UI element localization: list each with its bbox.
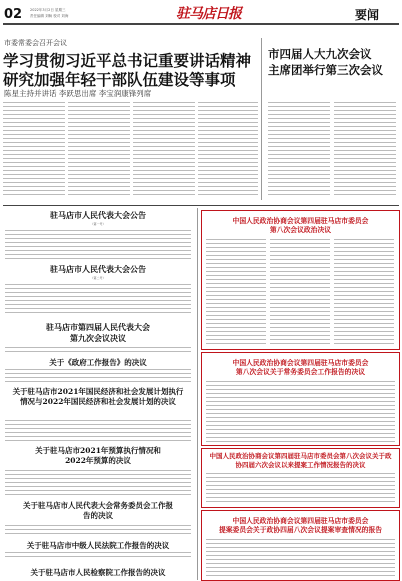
announcement-1-title: 驻马店市人民代表大会公告 <box>50 210 146 220</box>
resolution-budget: 关于驻马店市2021年预算执行情况和2022年预算的决议 <box>35 446 161 465</box>
masthead <box>0 0 402 34</box>
announcement-1 <box>3 210 193 262</box>
date-line: 2022年3月2日 星期三 <box>30 8 66 12</box>
lead-body-col-3 <box>133 102 195 198</box>
cppcc-resolution-col-2 <box>270 239 330 347</box>
cppcc-standing-title-2: 第八次会议关于常务委员会工作报告的决议 <box>235 368 366 376</box>
npc-session-article <box>266 38 400 200</box>
lead-body-col-1 <box>3 102 65 198</box>
resolution-procuratorate: 关于驻马店市人民检察院工作报告的决议 <box>30 568 166 577</box>
resolution-gov-report-body <box>5 369 191 385</box>
resolution-gov-report: 关于《政府工作报告》的决议 <box>49 358 147 367</box>
npc-body-col-2 <box>334 102 396 198</box>
lead-body-col-4 <box>198 102 258 198</box>
npc-resolution <box>3 322 193 580</box>
cppcc-review-title-1: 中国人民政治协商会议第四届驻马店市委员会 <box>232 517 369 525</box>
npc-resolution-title-2: 第九次会议决议 <box>70 333 126 343</box>
npc-title-1: 市四届人大九次会议 <box>268 47 372 61</box>
masthead-rule <box>3 23 399 25</box>
cppcc-standing-title-1: 中国人民政治协商会议第四届驻马店市委员会 <box>232 359 369 367</box>
announcement-1-body <box>5 230 191 262</box>
cppcc-standing-body <box>206 381 395 445</box>
column-divider <box>261 38 262 200</box>
cppcc-proposal-title: 中国人民政治协商会议第四届驻马店市委员会第八次会议关于政协四届六次会议以来提案工作情况报告的决议 <box>209 452 392 469</box>
cppcc-review-box <box>201 510 400 581</box>
lead-body-col-2 <box>68 102 130 198</box>
lead-title-1: 学习贯彻习近平总书记重要讲话精神 <box>3 51 252 70</box>
resolution-economic-plan-body <box>5 420 191 444</box>
cppcc-resolution-col-1 <box>206 239 266 347</box>
resolution-economic-plan: 关于驻马店市2021年国民经济和社会发展计划执行情况与2022年国民经济和社会发展计划的决议 <box>12 387 184 406</box>
resolution-standing-committee-body <box>5 525 191 537</box>
section-label: 要闻 <box>355 8 380 22</box>
resolution-court: 关于驻马店市中级人民法院工作报告的决议 <box>26 541 170 550</box>
npc-resolution-title-1: 驻马店市第四届人民代表大会 <box>46 322 150 332</box>
cppcc-resolution-box <box>201 210 400 350</box>
cppcc-resolution-title-2: 第八次会议政治决议 <box>269 226 332 234</box>
editor-line: 责任编辑 刘畅 校对 刘海 <box>30 14 69 18</box>
npc-resolution-intro <box>5 347 191 355</box>
announcement-1-number: （第一号） <box>90 222 106 226</box>
lead-kicker: 市委常委会召开会议 <box>4 39 67 47</box>
cppcc-proposal-body <box>206 473 395 505</box>
newspaper-logo: 驻马店日报 <box>176 6 241 22</box>
column-divider-lower <box>197 208 198 580</box>
resolution-budget-body <box>5 470 191 498</box>
announcement-2 <box>3 264 193 319</box>
resolution-court-body <box>5 552 191 560</box>
lead-subtitle: 陈星主持并讲话 李跃思出席 李宝润康锋列席 <box>4 89 152 98</box>
announcement-2-body <box>5 284 191 316</box>
npc-title-2: 主席团举行第三次会议 <box>268 63 383 77</box>
cppcc-proposal-box <box>201 448 400 508</box>
cppcc-review-title-2: 提案委员会关于政协四届八次会议提案审查情况的报告 <box>218 526 383 534</box>
cppcc-review-body <box>206 539 395 579</box>
lead-title-2: 研究加强年轻干部队伍建设等事项 <box>3 70 236 89</box>
cppcc-standing-report-box <box>201 352 400 446</box>
cppcc-resolution-col-3 <box>334 239 394 347</box>
lead-article <box>3 38 258 200</box>
npc-body-col-1 <box>268 102 330 198</box>
page-number: 02 <box>4 7 23 22</box>
announcement-2-title: 驻马店市人民代表大会公告 <box>50 264 146 274</box>
resolution-standing-committee: 关于驻马店市人民代表大会常务委员会工作报告的决议 <box>23 501 173 520</box>
cppcc-resolution-title-1: 中国人民政治协商会议第四届驻马店市委员会 <box>232 217 369 225</box>
section-rule <box>3 205 399 206</box>
announcement-2-number: （第二号） <box>90 276 106 280</box>
